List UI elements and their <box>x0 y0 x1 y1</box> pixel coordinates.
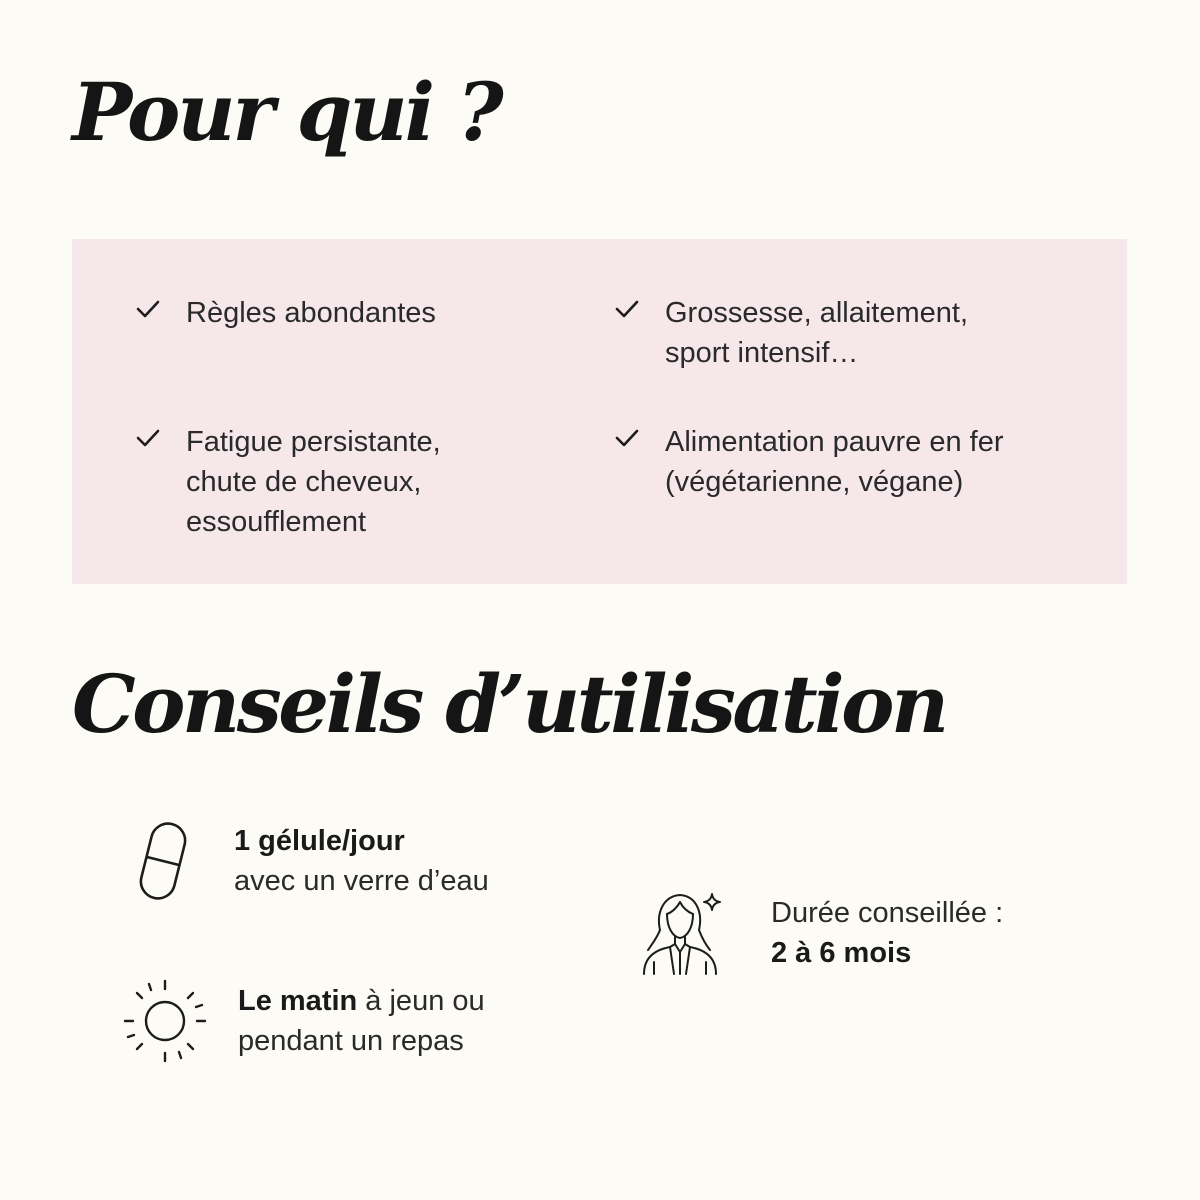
heading-conseils-utilisation: Conseils d’utilisation <box>72 657 946 751</box>
criterion-text: Règles abondantes <box>186 297 436 329</box>
criterion-text: Alimentation pauvre en fer (végétarienne, végane) <box>665 426 1004 498</box>
check-icon <box>134 424 162 452</box>
check-icon <box>613 295 641 323</box>
woman-sparkle-icon <box>640 890 724 976</box>
usage-tip-timing <box>122 978 485 1064</box>
criterion-text: Grossesse, allaitement, sport intensif… <box>665 297 969 369</box>
criterion-text: Fatigue persistante, chute de cheveux, essoufflement <box>186 426 441 538</box>
duration-text: Durée conseillée : 2 à 6 mois <box>771 897 1004 969</box>
usage-tip-dose <box>132 820 489 902</box>
check-icon <box>613 424 641 452</box>
usage-tip-duration <box>640 890 1003 976</box>
heading-pour-qui: Pour qui ? <box>72 65 501 159</box>
criterion-item <box>613 422 1004 502</box>
timing-text: Le matin à jeun ou pendant un repas <box>238 985 485 1057</box>
dose-text: 1 gélule/jour avec un verre d’eau <box>234 825 489 897</box>
capsule-icon <box>132 820 194 902</box>
sun-icon <box>122 978 208 1064</box>
criterion-item <box>613 293 968 373</box>
criterion-item <box>134 422 441 542</box>
criterion-item <box>134 293 436 333</box>
check-icon <box>134 295 162 323</box>
target-audience-box <box>72 239 1127 584</box>
